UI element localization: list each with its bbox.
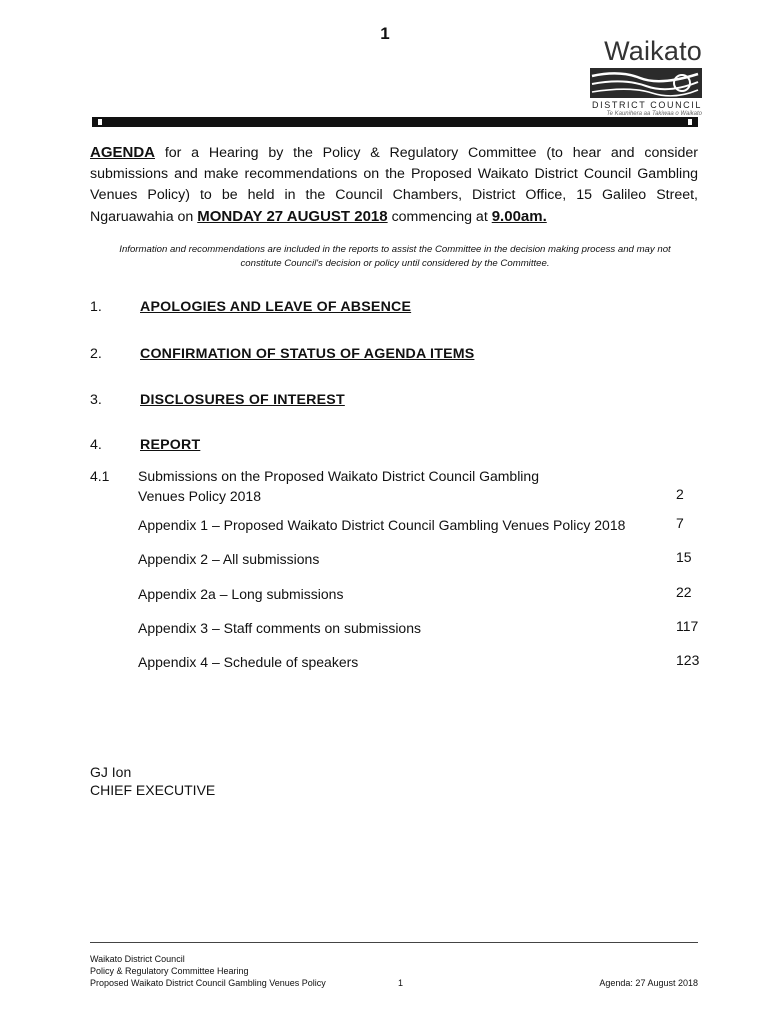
appendix-1-page: 7 xyxy=(676,515,684,531)
footer-left xyxy=(90,953,420,989)
logo-maori-name: Te Kaunihera aa Takiwaa o Waikato xyxy=(606,111,702,117)
section-number: 3. xyxy=(90,392,102,408)
agenda-word: AGENDA xyxy=(90,144,156,161)
appendix-1: Appendix 1 – Proposed Waikato District Council Gambling Venues Policy 2018 xyxy=(138,517,626,533)
report-item-page: 2 xyxy=(676,486,684,502)
signatory-name: GJ Ion xyxy=(90,764,132,780)
waikato-wave-logo-icon xyxy=(590,68,702,98)
signatory-title: CHIEF EXECUTIVE xyxy=(90,782,216,798)
footer-line-3: Proposed Waikato District Council Gambling Venues Policy xyxy=(90,978,326,988)
section-title-confirmation: CONFIRMATION OF STATUS OF AGENDA ITEMS xyxy=(140,346,475,362)
logo-wordmark: Waikato xyxy=(604,36,702,66)
appendix-3: Appendix 3 – Staff comments on submissions xyxy=(138,620,422,636)
footer-line-1: Waikato District Council xyxy=(90,954,185,964)
agenda-intro xyxy=(90,142,698,228)
report-item-line: Submissions on the Proposed Waikato District Council Gambling xyxy=(138,468,539,484)
meeting-time: 9.00am. xyxy=(491,208,547,225)
footer-agenda-date: Agenda: 27 August 2018 xyxy=(599,978,698,988)
intro-text-1: for a Hearing by the Policy & Regulatory Committee (to hear and consider submissions and make recommendations on the Proposed Waikato District Council Gambling Venues Policy) to be held in the Council Chambers, District Office, 15 Galileo Street, Ngaruawahia on xyxy=(90,145,698,225)
footer-line-2: Policy & Regulatory Committee Hearing xyxy=(90,966,249,976)
report-item-number: 4.1 xyxy=(90,468,110,484)
footer-page-number: 1 xyxy=(398,978,404,988)
report-item-title xyxy=(138,466,539,506)
appendix-3-page: 117 xyxy=(676,618,699,634)
appendix-4-page: 123 xyxy=(676,652,700,668)
intro-text-2: commencing at xyxy=(387,209,492,225)
meeting-date: MONDAY 27 AUGUST 2018 xyxy=(197,208,388,225)
section-title-apologies: APOLOGIES AND LEAVE OF ABSENCE xyxy=(140,299,412,315)
header-rule xyxy=(92,117,698,127)
appendix-2-page: 15 xyxy=(676,549,692,565)
logo-district-council: DISTRICT COUNCIL xyxy=(592,100,702,110)
appendix-2a-page: 22 xyxy=(676,584,692,600)
page-number-top: 1 xyxy=(380,24,390,43)
signature-block xyxy=(90,763,215,799)
section-title-report: REPORT xyxy=(140,437,201,453)
appendix-2a: Appendix 2a – Long submissions xyxy=(138,586,344,602)
appendix-4: Appendix 4 – Schedule of speakers xyxy=(138,654,359,670)
footer-rule xyxy=(90,942,698,943)
section-number: 2. xyxy=(90,346,102,362)
appendix-2: Appendix 2 – All submissions xyxy=(138,551,320,567)
council-logo xyxy=(586,36,702,122)
info-note: Information and recommendations are included in the reports to assist the Committee in the decision making process and may not constitute Council's decision or policy until considered by the Committee. xyxy=(119,244,671,269)
section-number: 4. xyxy=(90,437,102,453)
section-number: 1. xyxy=(90,299,102,315)
section-title-disclosures: DISCLOSURES OF INTEREST xyxy=(140,392,345,408)
report-item-line: Venues Policy 2018 xyxy=(138,488,261,504)
